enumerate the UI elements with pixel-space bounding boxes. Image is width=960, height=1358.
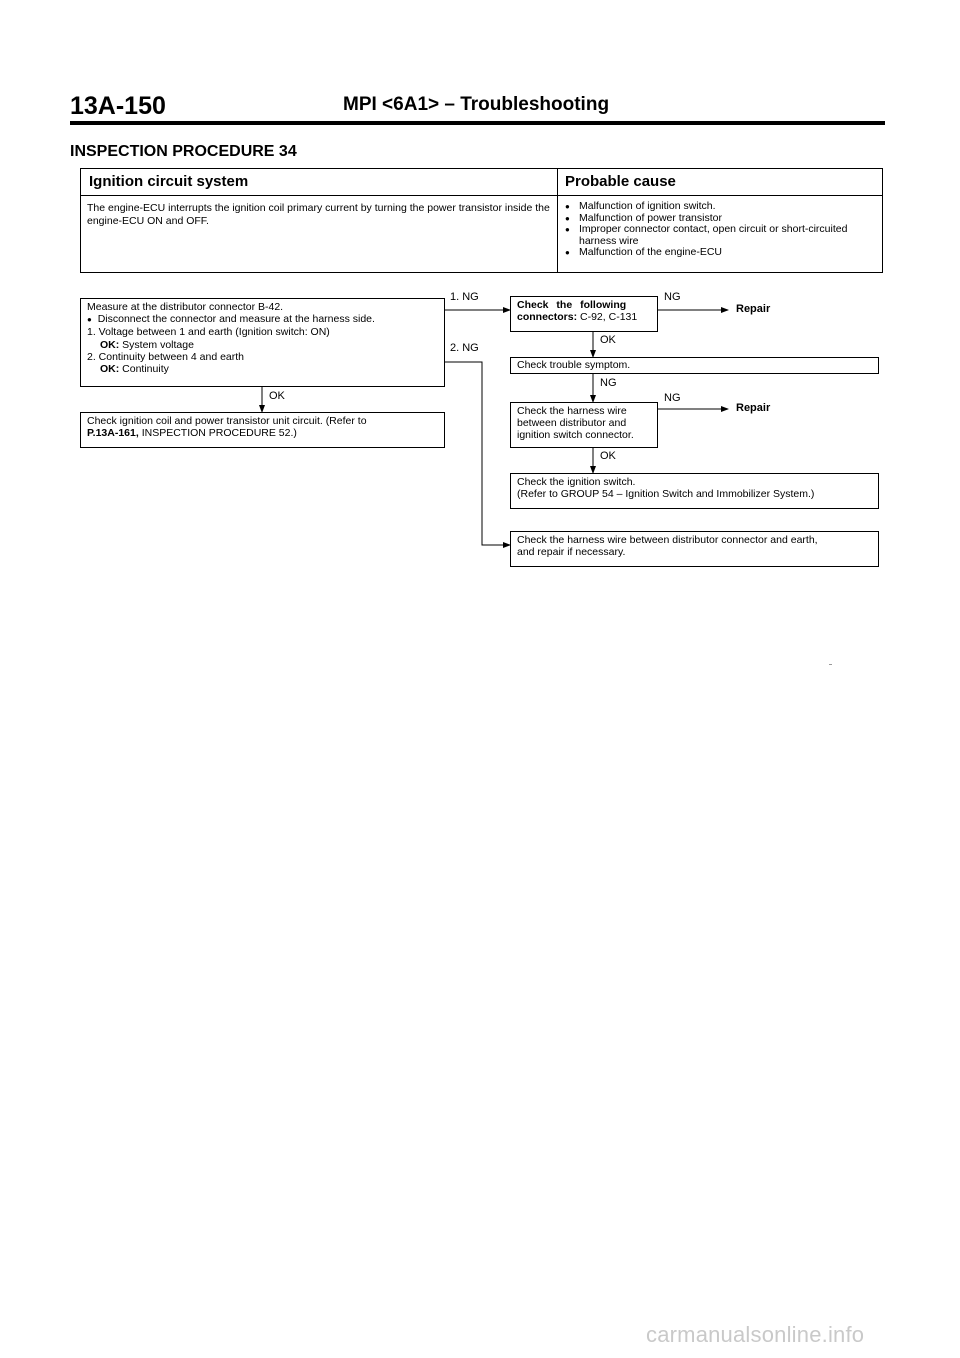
cause-item: ● Malfunction of ignition switch. [565,201,877,213]
repair-label-connectors: Repair [736,303,771,315]
measure-voltage-spec: OK: System voltage [100,338,194,351]
check-connectors-box [510,296,658,332]
check-ignition-switch-box [510,473,879,509]
harness-line2: between distributor and [517,417,627,430]
measure-instruction: Measure at the distributor connector B-42. [87,301,284,313]
harness-line3: ignition switch connector. [517,429,634,442]
system-description: The engine-ECU interrupts the ignition coil primary current by turning the power transistor inside the engine-ECU ON and OFF. [87,202,550,227]
connectors-heading: Check the following [517,299,627,311]
label-ok-connectors: OK [600,334,616,346]
label-1-ng: 1. NG [450,291,479,303]
cause-item: ● Malfunction of the engine-ECU [565,247,877,259]
page-title: MPI <6A1> – Troubleshooting [343,94,610,115]
check-trouble-symptom-box: Check trouble symptom. [510,357,879,374]
cause-item: ● Improper connector contact, open circuit or short-circuited harness wire [565,224,877,247]
scan-speck [829,664,832,665]
procedure-title: INSPECTION PROCEDURE 34 [70,143,297,160]
ignition-coil-check-box [80,412,445,448]
connectors-list: connectors: C-92, C-131 [517,311,638,324]
measure-continuity-spec: OK: Continuity [100,363,169,376]
ignition-switch-line1: Check the ignition switch. [517,476,636,488]
earth-harness-line2: and repair if necessary. [517,546,626,559]
measure-step-continuity: 2. Continuity between 4 and earth [87,350,245,363]
check-harness-box [510,402,658,448]
label-ng-connectors: NG [664,291,681,303]
check-earth-harness-box [510,531,879,567]
label-ok-harness: OK [600,450,616,462]
harness-line1: Check the harness wire [517,405,627,417]
label-2-ng: 2. NG [450,342,479,354]
watermark: carmanualsonline.info [646,1322,865,1347]
earth-harness-line1: Check the harness wire between distributor connector and earth, [517,534,818,546]
table-header-system: Ignition circuit system [89,173,249,190]
cause-item: ● Malfunction of power transistor [565,213,877,225]
repair-label-harness: Repair [736,402,771,414]
measure-connector-box [80,298,445,387]
table-header-cause: Probable cause [565,173,676,190]
ignition-switch-line2: (Refer to GROUP 54 – Ignition Switch and Immobilizer System.) [517,488,815,501]
ignition-coil-line2: P.13A-161, INSPECTION PROCEDURE 52.) [87,427,297,440]
page-number: 13A-150 [70,92,166,120]
measure-step-disconnect: ● Disconnect the connector and measure at the harness side. [87,313,375,326]
ignition-coil-line1: Check ignition coil and power transistor unit circuit. (Refer to [87,415,367,427]
label-ok-measure: OK [269,390,285,402]
label-ng-harness: NG [664,392,681,404]
label-ng-trouble: NG [600,377,617,389]
measure-step-voltage: 1. Voltage between 1 and earth (Ignition switch: ON) [87,326,330,339]
